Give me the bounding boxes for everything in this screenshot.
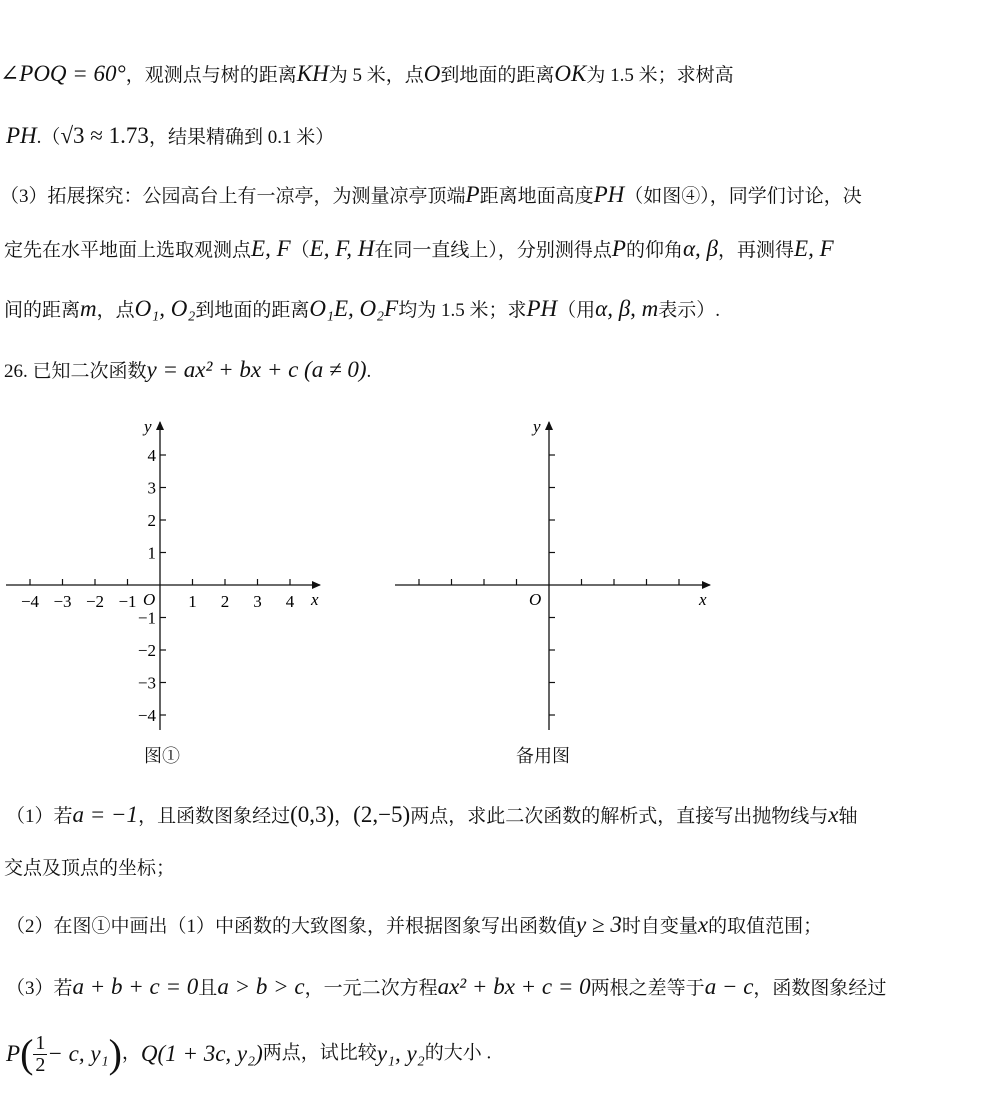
x-tick-label: −4 — [20, 592, 40, 611]
x-tick-label: 3 — [253, 592, 262, 611]
question-26-title: 26. 已知二次函数y = ax² + bx + c (a ≠ 0). — [4, 357, 372, 382]
y-tick-label: −2 — [137, 641, 156, 660]
text-line-7: （1）若a = −1，且函数图象经过(0,3)，(2,−5)两点，求此二次函数的解析式，直接写出抛物线与x轴 — [6, 802, 858, 827]
text-line-10: （3）若a + b + c = 0且a > b > c，一元二次方程ax² + bx + c = 0两根之差等于a − c，函数图象经过 — [6, 974, 887, 999]
x-ticks — [21, 579, 295, 611]
y-tick-label: 3 — [147, 478, 156, 498]
y-axis-label: y — [144, 417, 152, 436]
x-tick-label: −2 — [85, 592, 105, 611]
figure-2-axes — [385, 405, 720, 740]
origin-label: O — [143, 590, 156, 609]
text-line-5: 间的距离m，点O₁, O₂到地面的距离O₁E, O₂F均为 1.5 米；求PH（用α, β, m表示）. — [4, 296, 721, 321]
text-line-9: （2）在图①中画出（1）中函数的大致图象，并根据图象写出函数值y ≥ 3时自变量x的取值范围； — [6, 912, 823, 937]
x-tick-label: 2 — [220, 592, 230, 611]
text-line-2: PH.（√3 ≈ 1.73，结果精确到 0.1 米） — [6, 123, 335, 148]
figure-1-axes — [0, 405, 340, 740]
figure-2-caption: 备用图 — [516, 746, 570, 766]
x-tick-label: 4 — [285, 592, 295, 611]
text-line-1: ∠POQ = 60°，观测点与树的距离KH为 5 米，点O到地面的距离OK为 1.5 米；求树高 — [0, 61, 734, 86]
y-tick-label: −1 — [137, 608, 156, 628]
y-tick-label: 2 — [147, 511, 156, 530]
x-axis-label: x — [311, 590, 319, 609]
y-tick-label: 1 — [147, 543, 156, 563]
fraction: $\frac{1}{2}$ — [35, 1031, 46, 1076]
x-tick-label: −1 — [118, 592, 137, 611]
figure-1-caption: 图① — [144, 746, 180, 766]
x-tick-label: −3 — [53, 592, 72, 611]
x-tick-label: 1 — [188, 592, 197, 611]
text-line-11: P( $\frac{1}{2}$ − c, y₁)，Q(1 + 3c, y₂)两点，试比较y₁, y₂的大小 . — [6, 1031, 492, 1076]
y-tick-label: −3 — [137, 673, 156, 693]
text-line-8: 交点及顶点的坐标； — [4, 858, 176, 879]
text-line-4: 定先在水平地面上选取观测点E, F（E, F, H在同一直线上），分别测得点P的仰角α, β，再测得E, F — [4, 236, 834, 261]
y-axis-label: y — [533, 417, 541, 436]
text-line-3: （3）拓展探究：公园高台上有一凉亭，为测量凉亭顶端P距离地面高度PH（如图④），同学们讨论，决 — [0, 182, 862, 207]
origin-label: O — [529, 590, 542, 609]
y-tick-label: −4 — [137, 706, 156, 725]
x-axis-label: x — [699, 590, 707, 609]
y-tick-label: 4 — [147, 446, 156, 465]
